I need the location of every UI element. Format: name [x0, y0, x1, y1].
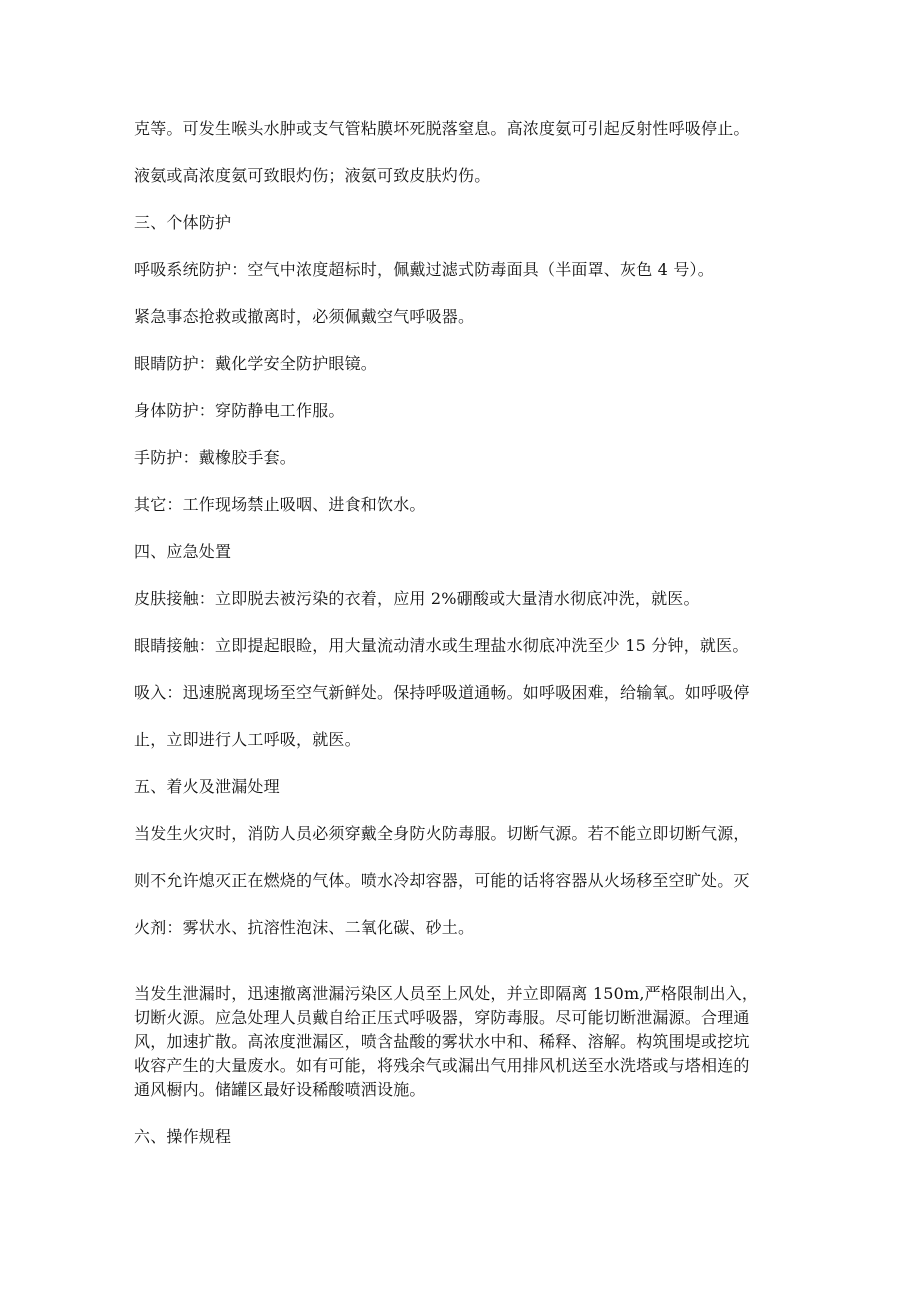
- text-line: 止，立即进行人工呼吸，就医。: [134, 730, 361, 749]
- leak-paragraph: [134, 982, 794, 1102]
- paragraph-line: 风，加速扩散。高浓度泄漏区，喷含盐酸的雾状水中和、稀释、溶解。构筑围堤或挖坑: [134, 1032, 750, 1051]
- text-line: 当发生火灾时，消防人员必须穿戴全身防火防毒服。切断气源。若不能立即切断气源，: [134, 824, 750, 843]
- text-line: 呼吸系统防护：空气中浓度超标时，佩戴过滤式防毒面具（半面罩、灰色 4 号）。: [134, 260, 714, 279]
- text-line: 眼睛防护：戴化学安全防护眼镜。: [134, 354, 378, 373]
- text-line: 紧急事态抢救或撤离时，必须佩戴空气呼吸器。: [134, 307, 475, 326]
- section-heading-emergency: 四、应急处置: [134, 542, 232, 561]
- text-line: 火剂：雾状水、抗溶性泡沫、二氧化碳、砂土。: [134, 918, 475, 937]
- section-heading-fire-leak: 五、着火及泄漏处理: [134, 777, 280, 796]
- section-heading-operating-procedures: 六、操作规程: [134, 1127, 232, 1146]
- text-line: 液氨或高浓度氨可致眼灼伤；液氨可致皮肤灼伤。: [134, 166, 491, 185]
- text-line: 手防护：戴橡胶手套。: [134, 448, 297, 467]
- text-line: 身体防护：穿防静电工作服。: [134, 401, 345, 420]
- paragraph-line: 当发生泄漏时，迅速撤离泄漏污染区人员至上风处，并立即隔离 150m,严格限制出入，: [134, 984, 759, 1003]
- section-heading-personal-protection: 三、个体防护: [134, 213, 232, 232]
- text-line: 则不允许熄灭正在燃烧的气体。喷水冷却容器，可能的话将容器从火场移至空旷处。灭: [134, 871, 750, 890]
- text-line: 其它：工作现场禁止吸咽、进食和饮水。: [134, 495, 426, 514]
- text-line: 吸入：迅速脱离现场至空气新鲜处。保持呼吸道通畅。如呼吸困难，给输氧。如呼吸停: [134, 683, 750, 702]
- paragraph-line: 通风橱内。储罐区最好设稀酸喷洒设施。: [134, 1080, 426, 1099]
- text-line: 克等。可发生喉头水肿或支气管粘膜坏死脱落窒息。高浓度氨可引起反射性呼吸停止。: [134, 119, 750, 138]
- document-body: [134, 118, 794, 1173]
- paragraph-line: 收容产生的大量废水。如有可能，将残余气或漏出气用排风机送至水洗塔或与塔相连的: [134, 1056, 750, 1075]
- text-line: 眼睛接触：立即提起眼睑，用大量流动清水或生理盐水彻底冲洗至少 15 分钟，就医。: [134, 636, 749, 655]
- text-line: 皮肤接触：立即脱去被污染的衣着，应用 2%硼酸或大量清水彻底冲洗，就医。: [134, 589, 700, 608]
- paragraph-line: 切断火源。应急处理人员戴自给正压式呼吸器，穿防毒服。尽可能切断泄漏源。合理通: [134, 1008, 750, 1027]
